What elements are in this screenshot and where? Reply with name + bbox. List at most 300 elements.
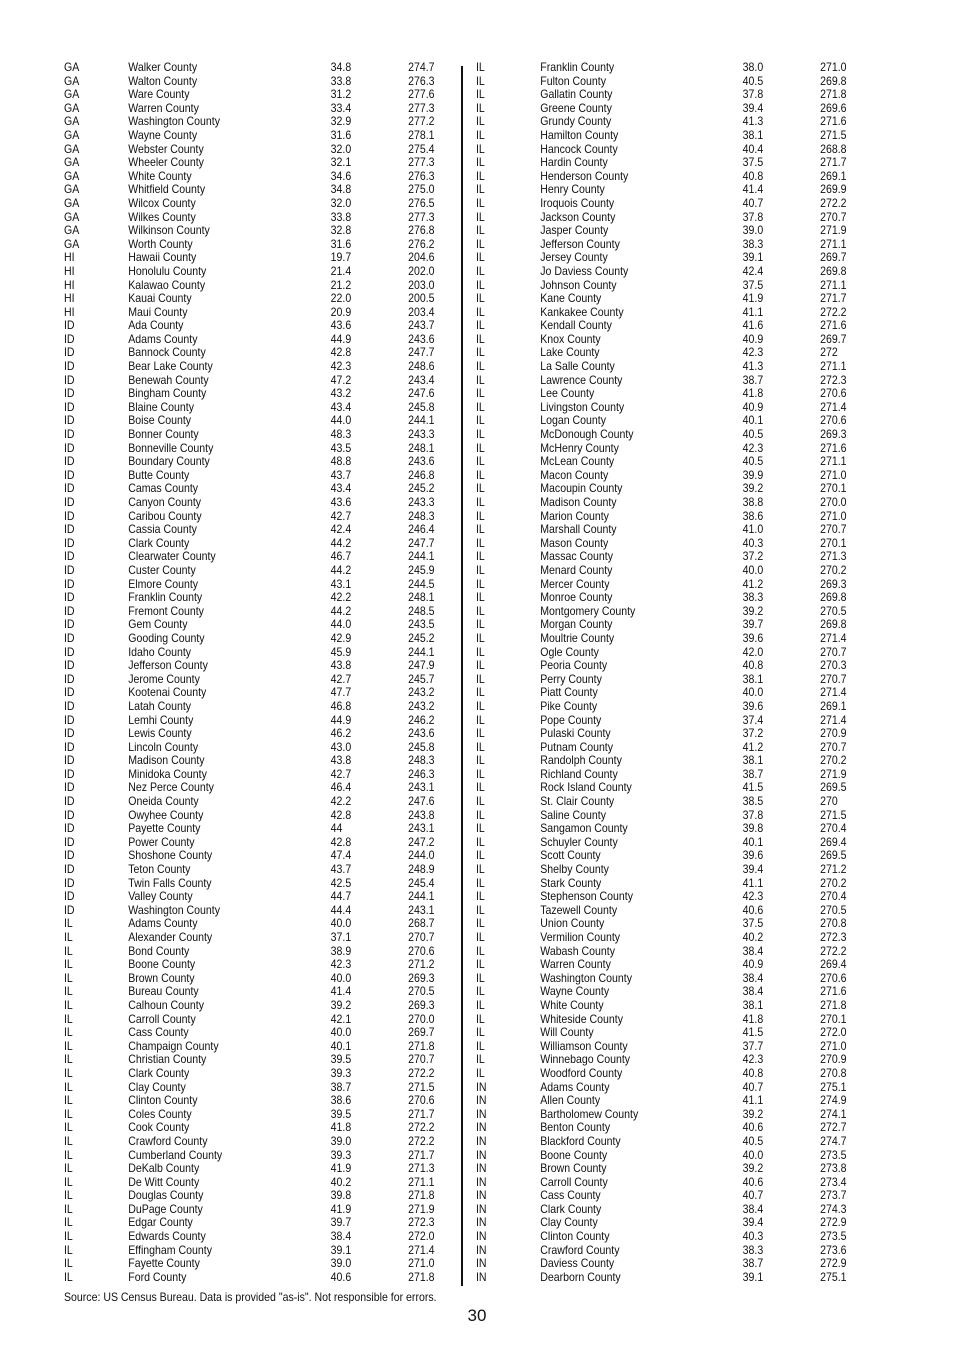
county-name: Perry County bbox=[540, 671, 602, 686]
latitude-value: 38.3 bbox=[742, 236, 764, 251]
latitude-value: 39.1 bbox=[742, 250, 764, 265]
state-code: IL bbox=[64, 1106, 73, 1121]
latitude-value: 44.7 bbox=[330, 889, 352, 904]
state-code: ID bbox=[64, 739, 75, 754]
latitude-value: 40.5 bbox=[742, 1133, 764, 1148]
latitude-value: 45.9 bbox=[330, 644, 352, 659]
temperature-value: 272.3 bbox=[408, 1215, 435, 1230]
county-name: Pulaski County bbox=[540, 726, 611, 741]
county-name: Canyon County bbox=[128, 495, 202, 509]
state-code: IL bbox=[476, 399, 485, 414]
county-name: Adams County bbox=[128, 916, 198, 931]
county-name: Macon County bbox=[540, 467, 609, 482]
temperature-value: 243.6 bbox=[408, 726, 435, 741]
county-name: Adams County bbox=[540, 1079, 610, 1094]
latitude-value: 40.6 bbox=[742, 1120, 764, 1135]
state-code: IL bbox=[476, 508, 485, 523]
temperature-value: 203.4 bbox=[408, 304, 435, 319]
state-code: IL bbox=[476, 671, 485, 686]
temperature-value: 271.3 bbox=[820, 549, 847, 564]
state-code: GA bbox=[64, 127, 80, 142]
county-name: Saline County bbox=[540, 807, 606, 822]
temperature-value: 271.0 bbox=[820, 60, 847, 74]
state-code: IL bbox=[64, 1188, 73, 1203]
temperature-value: 270.8 bbox=[820, 916, 847, 931]
latitude-value: 19.7 bbox=[330, 250, 352, 265]
latitude-value: 40.0 bbox=[330, 1025, 352, 1040]
state-code: IL bbox=[476, 277, 485, 292]
state-code: IL bbox=[476, 236, 485, 251]
latitude-value: 47.2 bbox=[330, 372, 352, 387]
temperature-value: 271.6 bbox=[820, 440, 847, 455]
state-code: IL bbox=[476, 630, 485, 645]
county-name: Edwards County bbox=[128, 1229, 206, 1244]
county-name: Bannock County bbox=[128, 345, 206, 360]
temperature-value: 243.2 bbox=[408, 685, 435, 700]
latitude-value: 40.8 bbox=[742, 658, 764, 673]
latitude-value: 42.3 bbox=[742, 345, 764, 360]
county-name: Kalawao County bbox=[128, 277, 206, 292]
county-name: Warren County bbox=[540, 957, 611, 972]
latitude-value: 40.0 bbox=[330, 916, 352, 931]
county-name: Brown County bbox=[128, 970, 195, 985]
temperature-value: 268.8 bbox=[820, 141, 847, 156]
temperature-value: 247.6 bbox=[408, 794, 435, 809]
county-name: Whiteside County bbox=[540, 1011, 624, 1026]
temperature-value: 271.1 bbox=[820, 236, 847, 251]
state-code: IL bbox=[476, 304, 485, 319]
state-code: ID bbox=[64, 630, 75, 645]
county-name: Mercer County bbox=[540, 576, 610, 591]
state-code: IN bbox=[476, 1201, 487, 1216]
state-code: IL bbox=[476, 997, 485, 1012]
state-code: IL bbox=[64, 1147, 73, 1162]
state-code: IL bbox=[64, 1025, 73, 1040]
temperature-value: 271.8 bbox=[820, 997, 847, 1012]
state-code: IL bbox=[64, 1161, 73, 1176]
state-code: GA bbox=[64, 168, 80, 183]
county-name: Henderson County bbox=[540, 168, 629, 183]
latitude-value: 44.9 bbox=[330, 712, 352, 727]
state-code: ID bbox=[64, 807, 75, 822]
county-name: Adams County bbox=[128, 331, 198, 346]
state-code: ID bbox=[64, 562, 75, 577]
county-name: Putnam County bbox=[540, 739, 614, 754]
county-name: Gem County bbox=[128, 617, 188, 632]
state-code: IN bbox=[476, 1147, 487, 1162]
latitude-value: 41.1 bbox=[742, 304, 764, 319]
state-code: IL bbox=[64, 1065, 73, 1080]
temperature-value: 272.2 bbox=[820, 304, 847, 319]
county-name: Bonneville County bbox=[128, 440, 214, 455]
temperature-value: 273.4 bbox=[820, 1174, 847, 1189]
temperature-value: 245.8 bbox=[408, 739, 435, 754]
state-code: IL bbox=[476, 930, 485, 944]
state-code: IL bbox=[476, 549, 485, 564]
latitude-value: 40.8 bbox=[742, 168, 764, 183]
latitude-value: 40.6 bbox=[742, 902, 764, 917]
state-code: ID bbox=[64, 671, 75, 686]
temperature-value: 270.5 bbox=[820, 603, 847, 618]
latitude-value: 41.9 bbox=[330, 1201, 352, 1216]
latitude-value: 40.9 bbox=[742, 957, 764, 972]
temperature-value: 270.7 bbox=[820, 644, 847, 659]
latitude-value: 42.8 bbox=[330, 807, 352, 822]
latitude-value: 43.7 bbox=[330, 862, 352, 877]
temperature-value: 269.3 bbox=[408, 970, 435, 985]
temperature-value: 273.7 bbox=[820, 1188, 847, 1203]
county-name: Madison County bbox=[540, 495, 617, 509]
state-code: IL bbox=[476, 1011, 485, 1026]
latitude-value: 39.5 bbox=[330, 1052, 352, 1067]
latitude-value: 48.8 bbox=[330, 454, 352, 469]
county-name: Fayette County bbox=[128, 1256, 200, 1271]
county-name: Hamilton County bbox=[540, 127, 619, 142]
county-name: Schuyler County bbox=[540, 834, 618, 849]
temperature-value: 270.2 bbox=[820, 753, 847, 768]
county-name: Oneida County bbox=[128, 794, 199, 809]
latitude-value: 39.4 bbox=[742, 1215, 764, 1230]
temperature-value: 269.8 bbox=[820, 73, 847, 88]
temperature-value: 269.5 bbox=[820, 848, 847, 863]
temperature-value: 271.1 bbox=[820, 359, 847, 374]
state-code: IL bbox=[476, 195, 485, 210]
latitude-value: 39.8 bbox=[742, 821, 764, 836]
latitude-value: 34.6 bbox=[330, 168, 352, 183]
temperature-value: 247.9 bbox=[408, 658, 435, 673]
county-name: Franklin County bbox=[540, 60, 615, 74]
latitude-value: 39.7 bbox=[742, 617, 764, 632]
temperature-value: 278.1 bbox=[408, 127, 435, 142]
latitude-value: 41.2 bbox=[742, 739, 764, 754]
county-name: Jackson County bbox=[540, 209, 616, 224]
column-divider bbox=[461, 66, 463, 1286]
county-name: Ford County bbox=[128, 1269, 187, 1284]
temperature-value: 268.7 bbox=[408, 916, 435, 931]
temperature-value: 277.3 bbox=[408, 100, 435, 115]
county-name: Walker County bbox=[128, 60, 198, 74]
county-name: Carroll County bbox=[128, 1011, 196, 1026]
state-code: IL bbox=[476, 834, 485, 849]
temperature-value: 271.3 bbox=[408, 1161, 435, 1176]
temperature-value: 243.1 bbox=[408, 902, 435, 917]
county-name: Wilkinson County bbox=[128, 223, 210, 238]
county-name: Jefferson County bbox=[540, 236, 620, 251]
latitude-value: 31.2 bbox=[330, 87, 352, 102]
state-code: IL bbox=[476, 495, 485, 509]
latitude-value: 38.1 bbox=[742, 671, 764, 686]
county-name: Jefferson County bbox=[128, 658, 208, 673]
state-code: IN bbox=[476, 1174, 487, 1189]
county-name: Allen County bbox=[540, 1093, 601, 1108]
temperature-value: 243.5 bbox=[408, 617, 435, 632]
state-code: IL bbox=[64, 984, 73, 999]
latitude-value: 44.0 bbox=[330, 413, 352, 428]
latitude-value: 38.1 bbox=[742, 127, 764, 142]
state-code: IL bbox=[476, 875, 485, 890]
temperature-value: 269.6 bbox=[820, 100, 847, 115]
latitude-value: 40.4 bbox=[742, 141, 764, 156]
temperature-value: 270.5 bbox=[820, 902, 847, 917]
state-code: IL bbox=[476, 753, 485, 768]
latitude-value: 39.0 bbox=[330, 1133, 352, 1148]
state-code: IL bbox=[476, 984, 485, 999]
temperature-value: 272.3 bbox=[820, 930, 847, 944]
state-code: ID bbox=[64, 440, 75, 455]
latitude-value: 41.3 bbox=[742, 359, 764, 374]
temperature-value: 269.3 bbox=[820, 576, 847, 591]
latitude-value: 42.3 bbox=[742, 1052, 764, 1067]
latitude-value: 33.8 bbox=[330, 209, 352, 224]
temperature-value: 202.0 bbox=[408, 263, 435, 278]
state-code: IL bbox=[476, 454, 485, 469]
temperature-value: 272.0 bbox=[408, 1229, 435, 1244]
latitude-value: 39.4 bbox=[742, 862, 764, 877]
state-code: IN bbox=[476, 1133, 487, 1148]
temperature-value: 270.6 bbox=[820, 413, 847, 428]
state-code: IL bbox=[476, 590, 485, 605]
latitude-value: 32.1 bbox=[330, 155, 352, 170]
temperature-value: 277.2 bbox=[408, 114, 435, 129]
state-code: GA bbox=[64, 195, 80, 210]
latitude-value: 42.2 bbox=[330, 590, 352, 605]
state-code: IN bbox=[476, 1093, 487, 1108]
latitude-value: 43.6 bbox=[330, 495, 352, 509]
latitude-value: 40.0 bbox=[742, 685, 764, 700]
latitude-value: 44.2 bbox=[330, 562, 352, 577]
temperature-value: 270.1 bbox=[820, 1011, 847, 1026]
temperature-value: 247.2 bbox=[408, 834, 435, 849]
latitude-value: 39.8 bbox=[330, 1188, 352, 1203]
state-code: IL bbox=[476, 658, 485, 673]
temperature-value: 269.3 bbox=[820, 427, 847, 442]
temperature-value: 270.2 bbox=[820, 875, 847, 890]
county-name: Lake County bbox=[540, 345, 600, 360]
temperature-value: 271.7 bbox=[408, 1147, 435, 1162]
latitude-value: 37.5 bbox=[742, 155, 764, 170]
latitude-value: 39.0 bbox=[742, 223, 764, 238]
temperature-value: 269.7 bbox=[820, 331, 847, 346]
temperature-value: 272.2 bbox=[408, 1065, 435, 1080]
state-code: ID bbox=[64, 794, 75, 809]
temperature-value: 271.6 bbox=[820, 114, 847, 129]
latitude-value: 42.3 bbox=[330, 957, 352, 972]
latitude-value: 42.0 bbox=[742, 644, 764, 659]
county-name: Bonner County bbox=[128, 427, 199, 442]
county-name: Will County bbox=[540, 1025, 594, 1040]
latitude-value: 37.1 bbox=[330, 930, 352, 944]
state-code: ID bbox=[64, 617, 75, 632]
temperature-value: 243.6 bbox=[408, 331, 435, 346]
latitude-value: 21.2 bbox=[330, 277, 352, 292]
county-name: Worth County bbox=[128, 236, 193, 251]
state-code: ID bbox=[64, 522, 75, 537]
county-name: Christian County bbox=[128, 1052, 207, 1067]
latitude-value: 42.1 bbox=[330, 1011, 352, 1026]
temperature-value: 248.1 bbox=[408, 590, 435, 605]
latitude-value: 38.0 bbox=[742, 60, 764, 74]
latitude-value: 41.6 bbox=[742, 318, 764, 333]
temperature-value: 269.7 bbox=[408, 1025, 435, 1040]
county-name: Marshall County bbox=[540, 522, 617, 537]
county-name: Lawrence County bbox=[540, 372, 623, 387]
latitude-value: 37.5 bbox=[742, 916, 764, 931]
state-code: IL bbox=[476, 535, 485, 550]
temperature-value: 244.1 bbox=[408, 644, 435, 659]
state-code: ID bbox=[64, 644, 75, 659]
state-code: IL bbox=[476, 168, 485, 183]
latitude-value: 32.0 bbox=[330, 195, 352, 210]
county-name: Bureau County bbox=[128, 984, 199, 999]
state-code: IL bbox=[476, 223, 485, 238]
latitude-value: 42.2 bbox=[330, 794, 352, 809]
temperature-value: 247.7 bbox=[408, 345, 435, 360]
county-name: Cass County bbox=[540, 1188, 601, 1203]
latitude-value: 32.0 bbox=[330, 141, 352, 156]
latitude-value: 40.3 bbox=[742, 1229, 764, 1244]
county-name: Clearwater County bbox=[128, 549, 216, 564]
county-name: Monroe County bbox=[540, 590, 613, 605]
temperature-value: 274.7 bbox=[820, 1133, 847, 1148]
latitude-value: 42.7 bbox=[330, 766, 352, 781]
temperature-value: 271.8 bbox=[408, 1188, 435, 1203]
latitude-value: 39.1 bbox=[742, 1269, 764, 1284]
state-code: IN bbox=[476, 1229, 487, 1244]
latitude-value: 44.2 bbox=[330, 535, 352, 550]
temperature-value: 272.9 bbox=[820, 1215, 847, 1230]
state-code: ID bbox=[64, 345, 75, 360]
state-code: IL bbox=[476, 291, 485, 306]
county-name: Clay County bbox=[128, 1079, 186, 1094]
temperature-value: 245.2 bbox=[408, 481, 435, 496]
state-code: IN bbox=[476, 1120, 487, 1135]
state-code: IL bbox=[476, 726, 485, 741]
state-code: IL bbox=[476, 698, 485, 713]
latitude-value: 42.4 bbox=[330, 522, 352, 537]
latitude-value: 37.8 bbox=[742, 807, 764, 822]
temperature-value: 270.6 bbox=[820, 386, 847, 401]
state-code: ID bbox=[64, 508, 75, 523]
state-code: IL bbox=[64, 1201, 73, 1216]
state-code: IL bbox=[476, 182, 485, 197]
temperature-value: 270.7 bbox=[820, 671, 847, 686]
latitude-value: 31.6 bbox=[330, 236, 352, 251]
temperature-value: 243.1 bbox=[408, 821, 435, 836]
county-name: Hancock County bbox=[540, 141, 618, 156]
county-name: Honolulu County bbox=[128, 263, 207, 278]
county-name: Clark County bbox=[128, 1065, 190, 1080]
temperature-value: 243.3 bbox=[408, 495, 435, 509]
state-code: IL bbox=[64, 997, 73, 1012]
state-code: IL bbox=[476, 155, 485, 170]
temperature-value: 272.2 bbox=[820, 943, 847, 958]
state-code: GA bbox=[64, 141, 80, 156]
county-name: Teton County bbox=[128, 862, 191, 877]
latitude-value: 32.8 bbox=[330, 223, 352, 238]
state-code: ID bbox=[64, 535, 75, 550]
temperature-value: 246.8 bbox=[408, 467, 435, 482]
temperature-value: 244.5 bbox=[408, 576, 435, 591]
latitude-value: 38.8 bbox=[742, 495, 764, 509]
county-name: Champaign County bbox=[128, 1038, 219, 1053]
temperature-value: 269.9 bbox=[820, 182, 847, 197]
temperature-value: 246.2 bbox=[408, 712, 435, 727]
state-code: IL bbox=[476, 617, 485, 632]
latitude-value: 44.9 bbox=[330, 331, 352, 346]
county-name: McLean County bbox=[540, 454, 615, 469]
state-code: IL bbox=[476, 427, 485, 442]
latitude-value: 39.2 bbox=[742, 603, 764, 618]
county-name: Camas County bbox=[128, 481, 199, 496]
latitude-value: 41.5 bbox=[742, 1025, 764, 1040]
county-name: Blackford County bbox=[540, 1133, 621, 1148]
latitude-value: 40.3 bbox=[742, 535, 764, 550]
state-code: ID bbox=[64, 834, 75, 849]
temperature-value: 270.5 bbox=[408, 984, 435, 999]
latitude-value: 48.3 bbox=[330, 427, 352, 442]
temperature-value: 243.8 bbox=[408, 807, 435, 822]
county-name: Lincoln County bbox=[128, 739, 199, 754]
state-code: ID bbox=[64, 848, 75, 863]
temperature-value: 244.1 bbox=[408, 549, 435, 564]
latitude-value: 38.7 bbox=[330, 1079, 352, 1094]
county-name: White County bbox=[128, 168, 192, 183]
temperature-value: 248.3 bbox=[408, 508, 435, 523]
state-code: IL bbox=[64, 930, 73, 944]
state-code: IN bbox=[476, 1106, 487, 1121]
latitude-value: 43.4 bbox=[330, 399, 352, 414]
temperature-value: 276.3 bbox=[408, 73, 435, 88]
temperature-value: 270.1 bbox=[820, 481, 847, 496]
temperature-value: 245.2 bbox=[408, 630, 435, 645]
temperature-value: 243.7 bbox=[408, 318, 435, 333]
temperature-value: 248.5 bbox=[408, 603, 435, 618]
temperature-value: 245.7 bbox=[408, 671, 435, 686]
temperature-value: 248.3 bbox=[408, 753, 435, 768]
county-name: Piatt County bbox=[540, 685, 598, 700]
county-name: Boone County bbox=[540, 1147, 608, 1162]
county-name: St. Clair County bbox=[540, 794, 615, 809]
temperature-value: 248.9 bbox=[408, 862, 435, 877]
state-code: IL bbox=[64, 1011, 73, 1026]
latitude-value: 42.3 bbox=[330, 359, 352, 374]
state-code: IL bbox=[476, 957, 485, 972]
state-code: IL bbox=[476, 87, 485, 102]
temperature-value: 270.4 bbox=[820, 889, 847, 904]
temperature-value: 273.5 bbox=[820, 1229, 847, 1244]
state-code: IL bbox=[476, 331, 485, 346]
state-code: IL bbox=[476, 562, 485, 577]
latitude-value: 47.7 bbox=[330, 685, 352, 700]
county-name: Latah County bbox=[128, 698, 192, 713]
state-code: ID bbox=[64, 780, 75, 795]
state-code: ID bbox=[64, 549, 75, 564]
county-name: Grundy County bbox=[540, 114, 612, 129]
temperature-value: 273.8 bbox=[820, 1161, 847, 1176]
county-name: Shoshone County bbox=[128, 848, 213, 863]
temperature-value: 271.0 bbox=[820, 467, 847, 482]
county-name: Moultrie County bbox=[540, 630, 615, 645]
latitude-value: 39.3 bbox=[330, 1065, 352, 1080]
county-name: Fremont County bbox=[128, 603, 204, 618]
county-name: Sangamon County bbox=[540, 821, 628, 836]
temperature-value: 243.4 bbox=[408, 372, 435, 387]
county-name: Maui County bbox=[128, 304, 188, 319]
latitude-value: 32.9 bbox=[330, 114, 352, 129]
state-code: IL bbox=[476, 263, 485, 278]
state-code: IN bbox=[476, 1256, 487, 1271]
county-name: Massac County bbox=[540, 549, 614, 564]
